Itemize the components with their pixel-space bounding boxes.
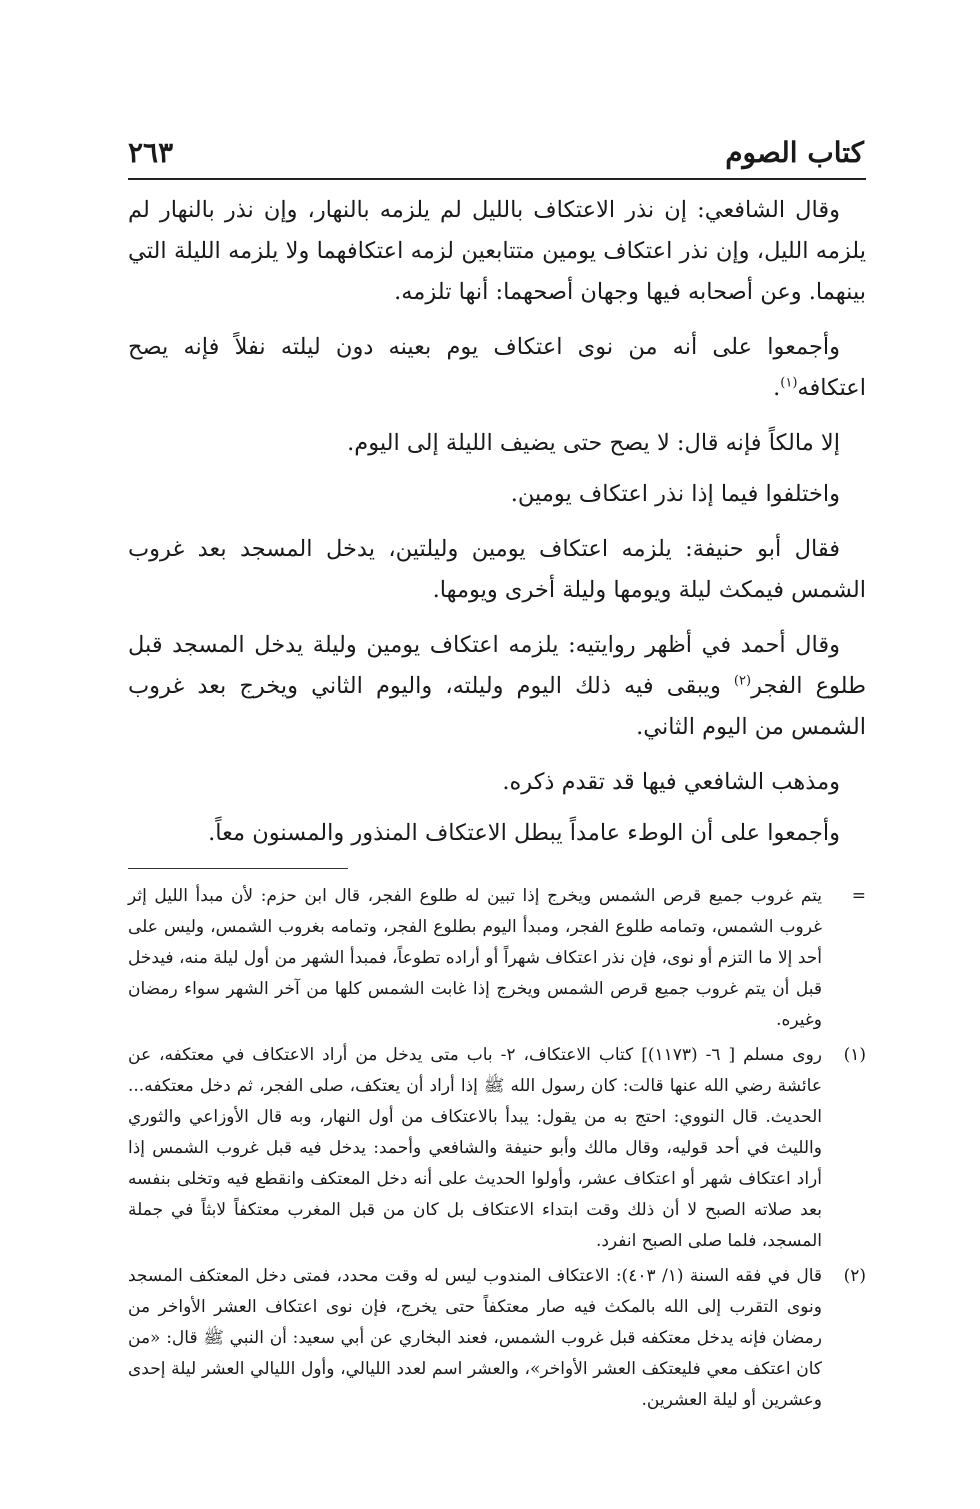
footnote-text: يتم غروب جميع قرص الشمس ويخرج إذا تبين له طلوع الفجر، قال ابن حزم: لأن مبدأ الليل إثر غروب الشمس، وتمامه طلوع الفجر، ومبدأ اليوم بطلوع الفجر، وتمامه بغروب الشمس، وليس على أحد إلا ما التزم أو نوى، فإن نذر اعتكاف شهراً أو أراده تطوعاً، فمبدأ الشهر من أول ليلة منه، فيدخل قبل أن يتم غروب جميع قرص الشمس ويخرج إذا غابت الشمس كلها من آخر الشهر سواء رمضان وغيره. — [128, 886, 822, 1030]
book-page — [128, 130, 866, 1430]
footnote-1 — [128, 1040, 866, 1257]
footnotes-section — [128, 881, 866, 1416]
paragraph-end: . — [773, 375, 781, 401]
chapter-title: كتاب الصوم — [725, 136, 864, 169]
footnote-continued — [128, 881, 866, 1036]
footnote-ref-1[interactable]: (١) — [780, 375, 798, 391]
paragraph-text-b: ويبقى فيه ذلك اليوم وليلته، واليوم الثاني ويخرج بعد غروب الشمس من اليوم الثاني. — [128, 673, 866, 740]
paragraph-text: وأجمعوا على أنه من نوى اعتكاف يوم بعينه دون ليلته نفلاً فإنه يصح اعتكافه — [128, 334, 866, 401]
paragraph-text-a: وقال أحمد في أظهر روايتيه: يلزمه اعتكاف يومين وليلة يدخل المسجد قبل طلوع الفجر — [128, 632, 867, 699]
running-header — [128, 130, 866, 180]
paragraph-disagreement: واختلفوا فيما إذا نذر اعتكاف يومين. — [510, 481, 840, 507]
paragraph-ahmad — [128, 625, 866, 748]
main-text — [128, 190, 866, 854]
footnote-ref-2[interactable]: (٢) — [733, 673, 752, 689]
footnote-marker: (٢) — [843, 1266, 866, 1286]
paragraph-malik-exception: إلا مالكاً فإنه قال: لا يصح حتى يضيف الليلة إلى اليوم. — [347, 430, 840, 456]
paragraph-consensus-intercourse: وأجمعوا على أن الوطء عامداً يبطل الاعتكاف المنذور والمسنون معاً. — [208, 820, 840, 846]
paragraph-abu-hanifa: فقال أبو حنيفة: يلزمه اعتكاف يومين وليلتين، يدخل المسجد بعد غروب الشمس فيمكث ليلة ويومها وليلة أخرى ويومها. — [128, 536, 866, 603]
paragraph-consensus-day-itikaf — [128, 327, 866, 409]
paragraph-shafii-position: ومذهب الشافعي فيها قد تقدم ذكره. — [502, 769, 840, 795]
page-number: ٢٦٣ — [128, 136, 174, 169]
footnote-marker: (١) — [843, 1045, 866, 1065]
paragraph-shafii-night-vow: وقال الشافعي: إن نذر الاعتكاف بالليل لم يلزمه بالنهار، وإن نذر بالنهار لم يلزمه الليل، وإن نذر اعتكاف يومين متتابعين لزمه اعتكافهما ولا يلزمه الليلة التي بينهما. وعن أصحابه فيها وجهان أصحهما: أنها تلزمه. — [128, 197, 866, 305]
footnote-text: روى مسلم [ ٦- (١١٧٣)] كتاب الاعتكاف، ٢- باب متى يدخل من أراد الاعتكاف في معتكفه، عن عائشة رضي الله عنها قالت: كان رسول الله ﷺ إذا أراد أن يعتكف، صلى الفجر، ثم دخل معتكفه... الحديث. قال النووي: احتج به من يقول: يبدأ بالاعتكاف من أول النهار، وبه قال الأوزاعي والثوري والليث في أحد قوليه، وقال مالك وأبو حنيفة والشافعي وأحمد: يدخل فيه قبل غروب الشمس إذا أراد اعتكاف شهر أو اعتكاف عشر، وأولوا الحديث على أنه دخل المعتكف وانقطع فيه وتخلى بنفسه بعد صلاته الصبح لا أن ذلك وقت ابتداء الاعتكاف بل كان من قبل المغرب معتكفاً لابثاً في جملة المسجد، فلما صلى الصبح انفرد. — [128, 1045, 822, 1251]
footnote-text: قال في فقه السنة (١/ ٤٠٣): الاعتكاف المندوب ليس له وقت محدد، فمتى دخل المعتكف المسجد ونوى التقرب إلى الله بالمكث فيه صار معتكفاً حتى يخرج، فإن نوى اعتكاف العشر الأواخر من رمضان فإنه يدخل معتكفه قبل غروب الشمس، فعند البخاري عن أبي سعيد: أن النبي ﷺ قال: «من كان اعتكف معي فليعتكف العشر الأواخر»، والعشر اسم لعدد الليالي، وأول الليالي العشر ليلة إحدى وعشرين أو ليلة العشرين. — [128, 1266, 822, 1410]
footnote-marker: = — [851, 886, 866, 906]
footnote-separator — [128, 868, 348, 869]
footnote-2 — [128, 1261, 866, 1416]
